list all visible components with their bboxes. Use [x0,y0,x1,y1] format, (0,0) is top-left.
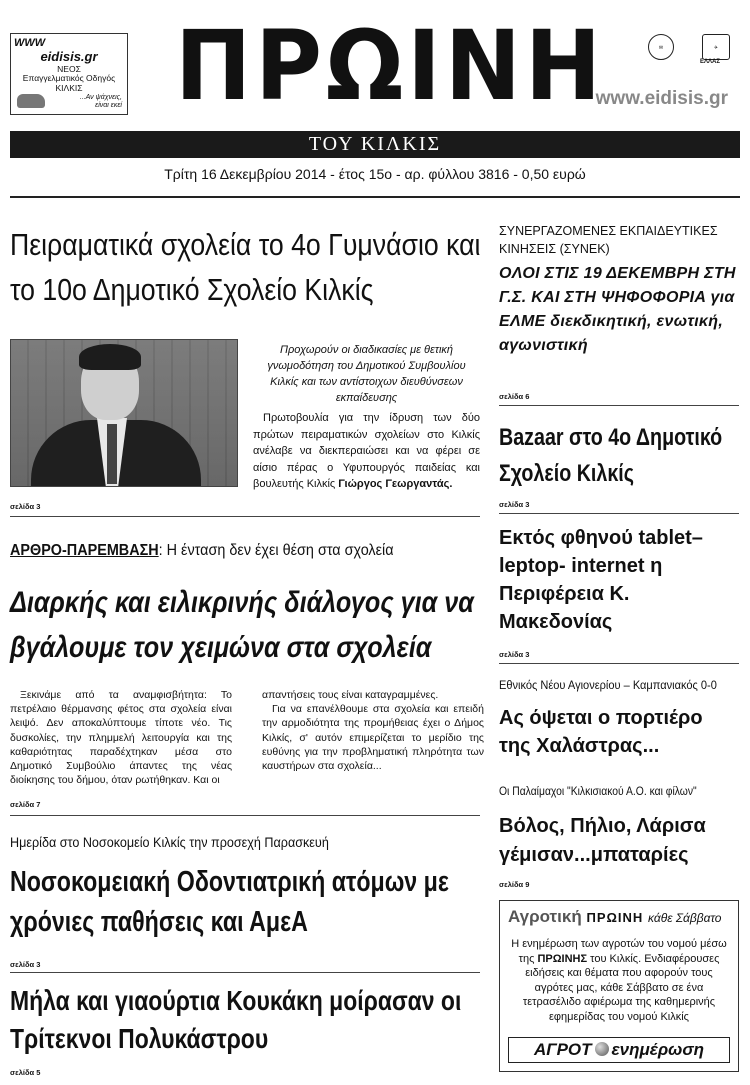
agro-footer-left: ΑΓΡΟΤ [533,1040,592,1059]
synek-headline[interactable]: ΟΛΟΙ ΣΤΙΣ 19 ΔΕΚΕΜΒΡΗ ΣΤΗ Γ.Σ. ΚΑΙ ΣΤΗ ΨΗΦΟΦΟΡΙΑ για ΕΛΜΕ διεκδικητική, ενωτική, αγωνιστική [499,265,736,354]
sports-page-ref[interactable]: σελίδα 9 [499,880,530,889]
divider [10,972,480,973]
opinion-kicker [10,542,478,560]
lead-headline[interactable]: Πειραματικά σχολεία το 4ο Γυμνάσιο και το 10ο Δημοτικό Σχολείο Κιλκίς [10,227,481,307]
globe-icon [595,1042,609,1056]
divider [499,513,739,514]
divider [10,815,480,816]
opinion-column-2 [262,688,484,773]
eidisis-ad[interactable] [10,33,128,115]
bazaar-headline[interactable]: Bazaar στο 4ο Δημοτικό Σχολείο Κιλκίς [499,424,723,487]
synek-page-ref[interactable]: σελίδα 6 [499,392,530,401]
ad-line3: ΚΙΛΚΙΣ [55,83,83,94]
hellenic-post-icon: ✈ [702,34,730,60]
opinion-col2-para: Για να επανέλθουμε στα σχολεία και επειδή την αρμοδιότητα της προμήθειας έχει ο Δήμος Κιλκίς, σ' αυτόν επιμερίζεται το μερίδιο της ευθύνης για την προβληματική πληρότητα των καυστήρων στα σχολεία... [262,703,484,773]
photo-hair [79,344,141,370]
hospital-headline[interactable]: Νοσοκομειακή Οδοντιατρική ατόμων με χρόνιες παθήσεις και ΑμεΑ [10,866,449,938]
newspaper-title: ΠΡΩΙΝΗ [174,10,606,122]
apples-page-ref[interactable]: σελίδα 5 [10,1068,41,1077]
opinion-label: ΑΡΘΡΟ-ΠΑΡΕΜΒΑΣΗ [10,542,159,559]
masthead-divider [10,196,740,198]
ad-slogan [80,94,122,110]
opinion-column-1: Ξεκινάμε από τα αναμφισβήτητα: Το πετρέλαιο θέρμανσης φέτος στα σχολεία είναι λειψό. Δεν αποκαλύπτουμε τίποτε νέο. Τις δυσκολίες, την πλημμελή λειτουργία και της καθαριότητας παραδέχτηκαν μέσα στο Δημοτικό Συμβούλιο άπαντες της νέας διοίκησης του δήμου, όταν ρωτήθηκαν. Και οι [10,689,232,787]
car-icon [17,94,45,108]
opinion-col2-line: απαντήσεις τους είναι καταγραμμένες. [262,689,439,701]
divider [499,663,739,664]
lead-photo [10,339,238,487]
agro-word1: Αγροτική [508,907,582,926]
ad-slogan-line2: είναι εκεί [95,101,122,109]
hospital-kicker: Ημερίδα στο Νοσοκομείο Κιλκίς την προσεχή Παρασκευή [10,834,329,850]
ad-slogan-line1: ...Αν ψάχνεις, [79,93,122,101]
veterans-headline[interactable]: Βόλος, Πήλιο, Λάρισα γέμισαν...μπαταρίες [499,815,706,866]
dateline: Τρίτη 16 Δεκεμβρίου 2014 - έτος 15ο - αρ. φύλλου 3816 - 0,50 ευρώ [164,166,586,182]
apples-headline[interactable]: Μήλα και γιαούρτια Κουκάκη μοίρασαν οι Τρίτεκνοι Πολυκάστρου [10,985,462,1054]
hospital-page-ref[interactable]: σελίδα 3 [10,960,41,969]
agro-word3: κάθε Σάββατο [648,911,722,925]
postal-stamp-icon: ✉ [648,34,674,60]
lead-page-ref[interactable]: σελίδα 3 [10,502,41,511]
agro-word2: ΠΡΩΙΝΗ [586,910,644,925]
divider [10,516,480,517]
agro-text-after: του Κιλκίς. Ενδιαφέρουσες ειδήσεις και θέματα που αφορούν τους αγρότες μας, κάθε Σάββατο σε ένα τετρασέλιδο αφιέρωμα της καθημερινής εφημερίδας του νομού Κιλκίς [522,952,720,1023]
ad-line1: ΝΕΟΣ [57,63,81,74]
bazaar-page-ref[interactable]: σελίδα 3 [499,500,530,509]
website-link[interactable]: www.eidisis.gr [595,88,728,109]
lead-subheading: Προχωρούν οι διαδικασίες με θετική γνωμοδότηση του Δημοτικού Συμβουλίου Κιλκίς και των αντίστοιχων διευθύνσεων εκπαίδευσης [267,344,466,404]
agro-text-brand: ΠΡΩΙΝΗΣ [537,952,588,965]
stamp-label: ΕΛΛΑΣ [700,59,720,65]
veterans-kicker: Οι Παλαίμαχοι "Κιλκισιακού Α.Ο. και φίλων" [499,786,697,798]
photo-tie [107,424,117,484]
ad-www: WWW [14,37,46,49]
opinion-kicker-text: : Η ένταση δεν έχει θέση στα σχολεία [158,542,394,559]
agro-footer-right: ενημέρωση [611,1040,705,1059]
lead-body-text: Πρωτοβουλία για την ίδρυση των δύο πρώτων πειραματικών σχολείων στο Κιλκίς ανέλαβε να διεκπεραιώσει και να φέρει σε αίσιο πέρας ο Υφυπουργός παιδείας και βουλευτής Κιλκίς [253,412,480,490]
newspaper-subtitle: ΤΟΥ ΚΙΛΚΙΣ [10,131,740,158]
ad-line2: Επαγγελματικός Οδηγός [22,73,116,84]
ad-site: eidisis.gr [40,48,98,64]
divider [499,405,739,406]
tablet-headline[interactable]: Εκτός φθηνού tablet– leptop- internet η Περιφέρεια Κ. Μακεδονίας [499,527,703,633]
agro-heading [508,906,730,929]
agro-text-before: Η ενημέρωση των αγροτών του νομού μέσω της [511,938,727,965]
agro-promo-box[interactable] [499,900,739,1072]
agro-footer-logo [508,1037,730,1063]
opinion-page-ref[interactable]: σελίδα 7 [10,800,41,809]
tablet-page-ref[interactable]: σελίδα 3 [499,650,530,659]
lead-body [253,410,480,493]
agro-text [508,937,730,1024]
football-headline[interactable]: Ας όψεται ο πορτιέρο της Χαλάστρας... [499,707,703,757]
opinion-headline[interactable]: Διαρκής και ειλικρινής διάλογος για να βγάλουμε τον χειμώνα στα σχολεία [10,586,474,664]
lead-body-name: Γιώργος Γεωργαντάς. [338,478,453,490]
synek-kicker: ΣΥΝΕΡΓΑΖΟΜΕΝΕΣ ΕΚΠΑΙΔΕΥΤΙΚΕΣ ΚΙΝΗΣΕΙΣ (ΣΥΝΕΚ) [499,224,718,256]
football-kicker: Εθνικός Νέου Αγιονερίου – Καμπανιακός 0-0 [499,678,717,692]
